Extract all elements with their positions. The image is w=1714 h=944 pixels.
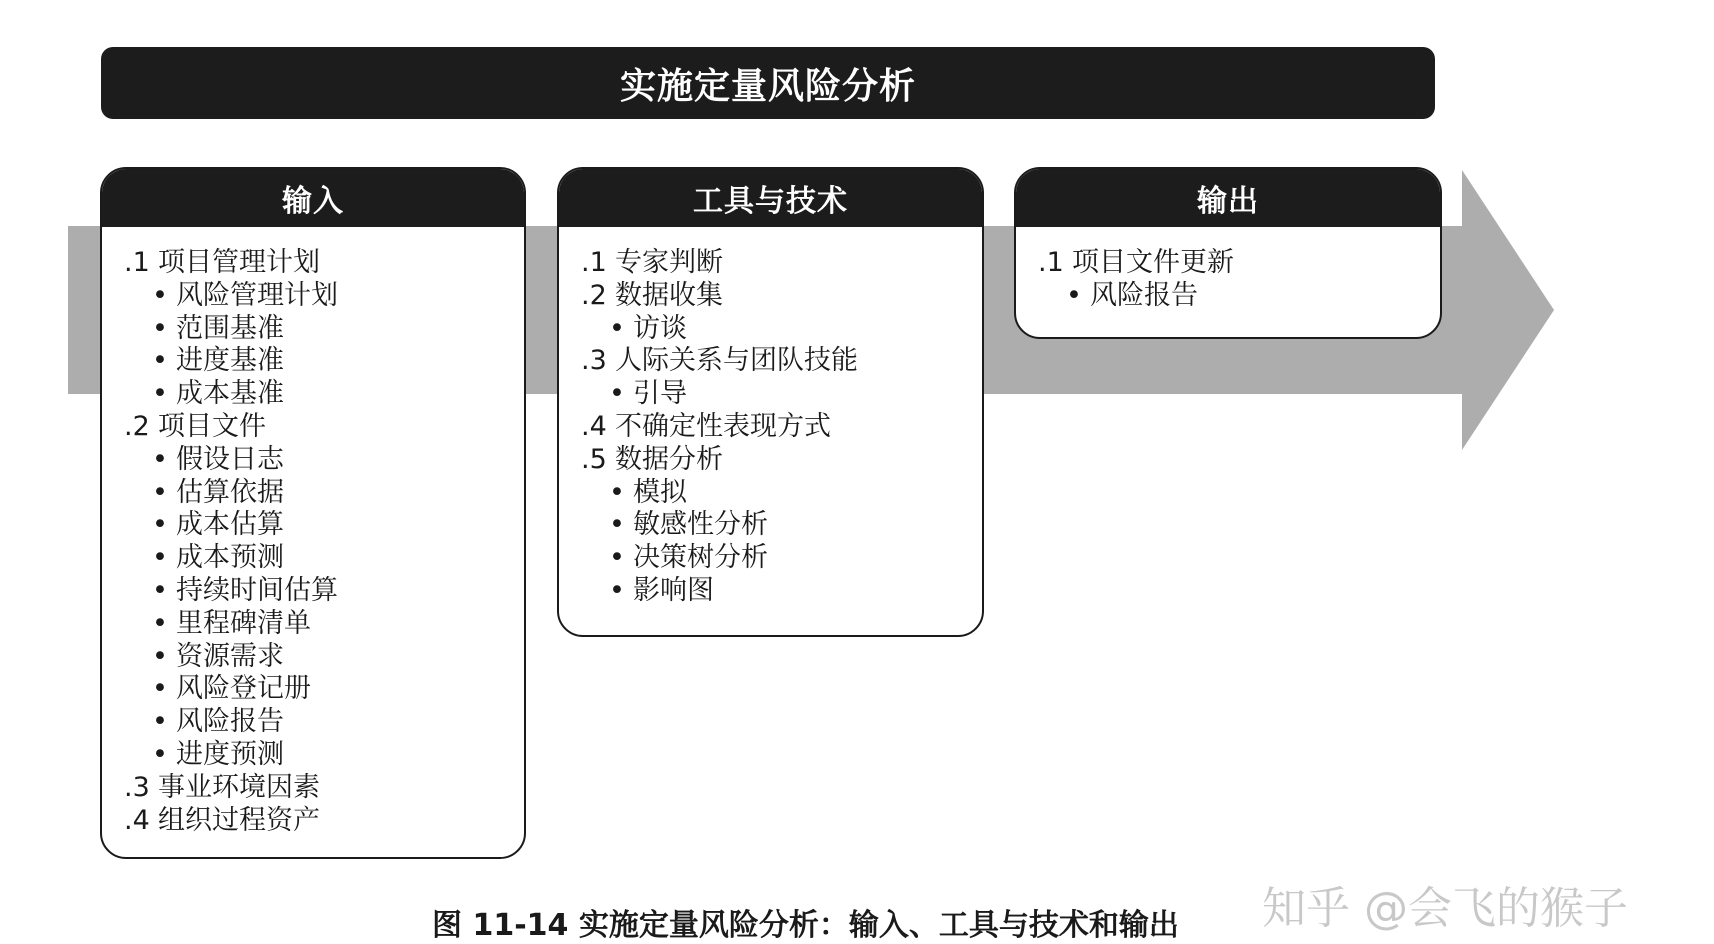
sub-item-label: 风险报告 — [1090, 279, 1198, 311]
sub-item-label: 影响图 — [633, 574, 714, 606]
sub-item — [581, 542, 982, 575]
bullet-icon: • — [152, 509, 168, 541]
sub-item — [581, 313, 982, 346]
item-number: .5 — [581, 443, 607, 475]
bullet-icon: • — [152, 345, 168, 377]
sub-item-label: 成本估算 — [176, 509, 284, 541]
diagram-title: 实施定量风险分析 — [101, 47, 1435, 119]
item-number: .1 — [581, 247, 607, 278]
list-item — [124, 772, 524, 805]
outputs-header: 输出 — [1016, 169, 1440, 227]
sub-item-label: 资源需求 — [176, 640, 284, 672]
bullet-icon: • — [609, 476, 625, 508]
sub-item — [581, 477, 982, 510]
sub-item-label: 进度基准 — [176, 345, 284, 377]
sub-item — [581, 509, 982, 542]
tools-header: 工具与技术 — [559, 169, 982, 227]
item-number: .4 — [124, 804, 150, 836]
outputs-panel — [1014, 167, 1442, 339]
bullet-icon: • — [609, 542, 625, 574]
bullet-icon: • — [609, 312, 625, 344]
bullet-icon: • — [152, 312, 168, 344]
sub-item — [124, 345, 524, 378]
sub-item-label: 访谈 — [633, 312, 687, 344]
bullet-icon: • — [152, 607, 168, 639]
bullet-icon: • — [152, 640, 168, 672]
item-label: 项目文件更新 — [1072, 247, 1234, 278]
outputs-list — [1016, 227, 1440, 313]
sub-item — [124, 509, 524, 542]
list-item — [581, 280, 982, 313]
item-label: 项目管理计划 — [158, 247, 320, 278]
sub-item-label: 里程碑清单 — [176, 607, 311, 639]
bullet-icon: • — [152, 738, 168, 770]
sub-item — [124, 608, 524, 641]
sub-item — [124, 641, 524, 674]
list-item — [124, 805, 524, 838]
list-item — [581, 444, 982, 477]
sub-item — [124, 673, 524, 706]
item-label: 组织过程资产 — [158, 804, 320, 836]
bullet-icon: • — [152, 574, 168, 606]
sub-item-label: 风险登记册 — [176, 673, 311, 705]
list-item — [1038, 247, 1440, 280]
sub-item — [581, 378, 982, 411]
sub-item-label: 进度预测 — [176, 738, 284, 770]
sub-item-label: 持续时间估算 — [176, 574, 338, 606]
flow-arrow-head — [1462, 170, 1554, 450]
sub-item-label: 成本基准 — [176, 378, 284, 410]
sub-item-label: 估算依据 — [176, 476, 284, 508]
sub-item — [124, 280, 524, 313]
sub-item-label: 敏感性分析 — [633, 509, 768, 541]
item-number: .4 — [581, 410, 607, 442]
sub-item — [1038, 280, 1440, 313]
item-label: 人际关系与团队技能 — [615, 345, 858, 377]
sub-item-label: 引导 — [633, 378, 687, 410]
tools-list — [559, 227, 982, 608]
item-label: 不确定性表现方式 — [615, 410, 831, 442]
bullet-icon: • — [1066, 279, 1082, 311]
bullet-icon: • — [609, 574, 625, 606]
item-number: .3 — [124, 771, 150, 803]
list-item — [581, 247, 982, 280]
sub-item — [124, 378, 524, 411]
list-item — [581, 345, 982, 378]
inputs-list — [102, 227, 524, 837]
item-label: 专家判断 — [615, 247, 723, 278]
sub-item — [124, 739, 524, 772]
sub-item-label: 假设日志 — [176, 443, 284, 475]
sub-item — [124, 313, 524, 346]
sub-item-label: 范围基准 — [176, 312, 284, 344]
bullet-icon: • — [609, 509, 625, 541]
list-item — [124, 247, 524, 280]
item-number: .1 — [1038, 247, 1064, 278]
inputs-panel — [100, 167, 526, 859]
bullet-icon: • — [152, 279, 168, 311]
item-number: .1 — [124, 247, 150, 278]
sub-item — [581, 575, 982, 608]
item-label: 数据分析 — [615, 443, 723, 475]
bullet-icon: • — [152, 706, 168, 738]
item-number: .2 — [124, 410, 150, 442]
item-number: .3 — [581, 345, 607, 377]
figure-caption: 图 11-14 实施定量风险分析：输入、工具与技术和输出 — [432, 908, 1179, 943]
sub-item-label: 模拟 — [633, 476, 687, 508]
bullet-icon: • — [152, 542, 168, 574]
list-item — [581, 411, 982, 444]
item-label: 事业环境因素 — [158, 771, 320, 803]
bullet-icon: • — [152, 673, 168, 705]
sub-item-label: 成本预测 — [176, 542, 284, 574]
bullet-icon: • — [609, 378, 625, 410]
sub-item — [124, 575, 524, 608]
bullet-icon: • — [152, 443, 168, 475]
item-label: 数据收集 — [615, 279, 723, 311]
item-number: .2 — [581, 279, 607, 311]
list-item — [124, 411, 524, 444]
tools-panel — [557, 167, 984, 637]
sub-item-label: 风险报告 — [176, 706, 284, 738]
sub-item-label: 决策树分析 — [633, 542, 768, 574]
sub-item — [124, 706, 524, 739]
sub-item — [124, 542, 524, 575]
sub-item — [124, 444, 524, 477]
bullet-icon: • — [152, 476, 168, 508]
inputs-header: 输入 — [102, 169, 524, 227]
item-label: 项目文件 — [158, 410, 266, 442]
bullet-icon: • — [152, 378, 168, 410]
watermark: 知乎 @会飞的猴子 — [1262, 883, 1628, 934]
sub-item-label: 风险管理计划 — [176, 279, 338, 311]
sub-item — [124, 477, 524, 510]
